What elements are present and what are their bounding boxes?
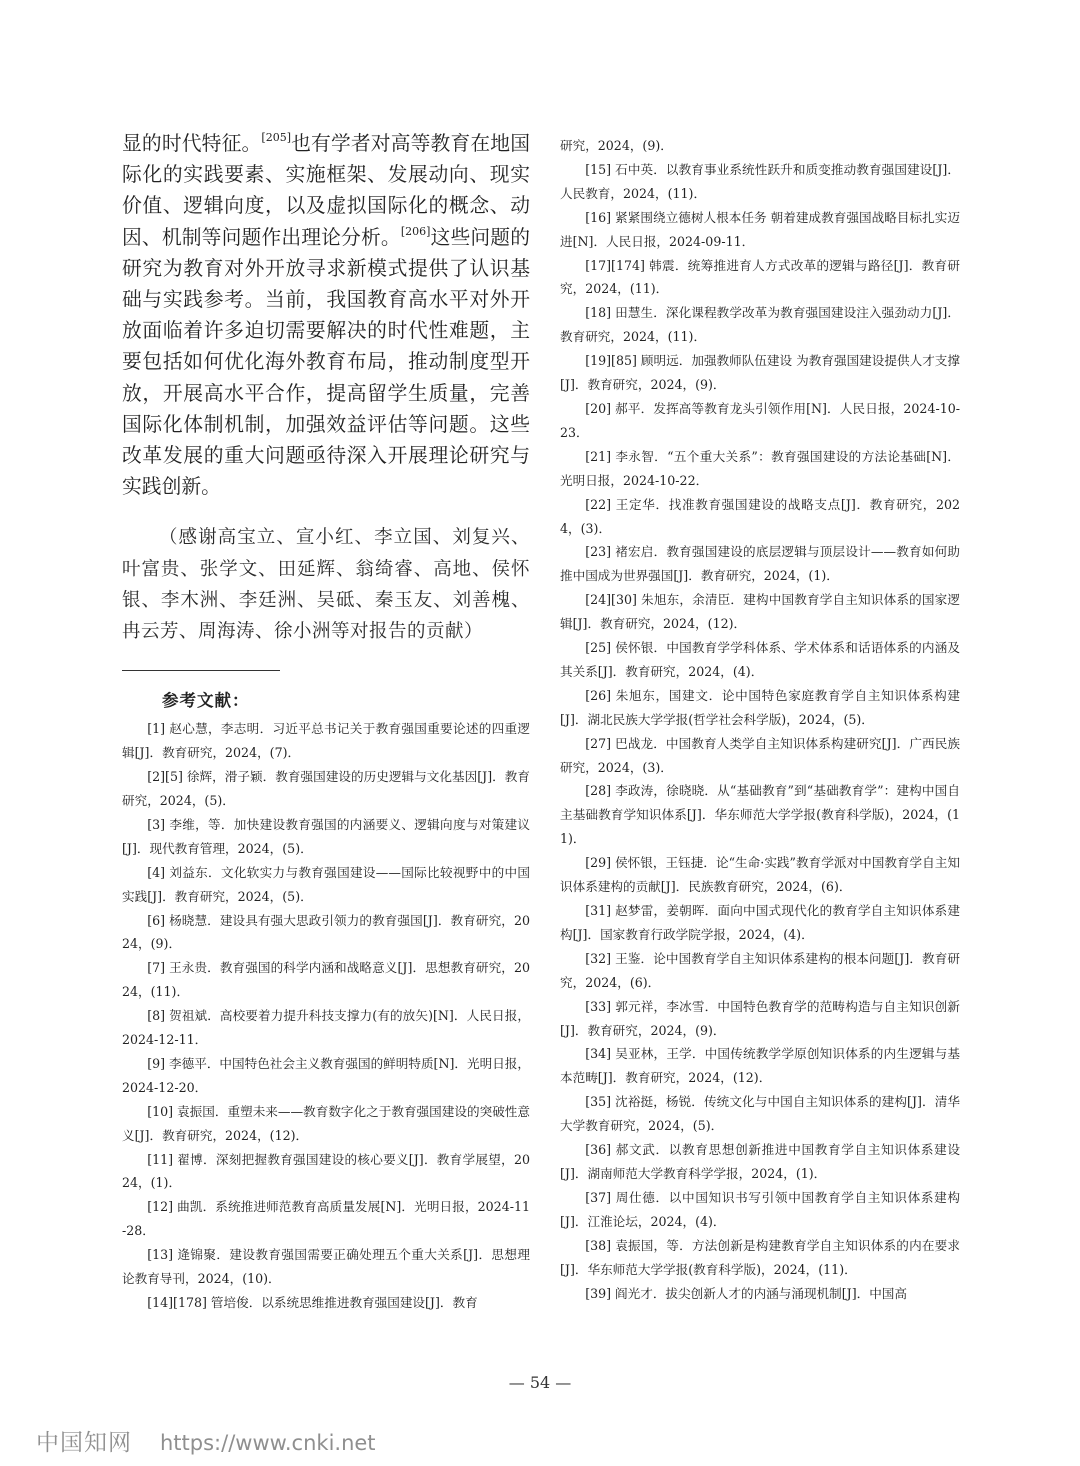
citation-205[interactable]: [205] [261,131,291,145]
reference-item: [26] 朱旭东，国建文．论中国特色家庭教育学自主知识体系构建[J]．湖北民族大学学报(哲学社会科学版)，2024，(5)． [560,687,960,727]
reference-item: [17][174] 韩震．统筹推进育人方式改革的逻辑与路径[J]．教育研究，2024，(11)． [560,257,960,297]
acknowledgement: （感谢高宝立、宣小红、李立国、刘复兴、叶富贵、张学文、田延辉、翁绮睿、高地、侯怀银、李木洲、李廷洲、吴砥、秦玉友、刘善槐、冉云芳、周海涛、徐小洲等对报告的贡献） [122,527,530,643]
reference-item: [23] 褚宏启．教育强国建设的底层逻辑与顶层设计——教育如何助推中国成为世界强国[J]．教育研究，2024，(1)． [560,544,960,584]
reference-item: [15] 石中英．以教育事业系统性跃升和质变推动教育强国建设[J]．人民教育，2024，(11)． [560,161,960,201]
reference-item: [29] 侯怀银，王钰捷．论“生命·实践”教育学派对中国教育学自主知识体系建构的贡献[J]．民族教育研究，2024，(6)． [560,855,960,895]
references-divider [122,670,280,671]
watermark [36,1424,376,1457]
reference-item: [4] 刘益东．文化软实力与教育强国建设——国际比较视野中的中国实践[J]．教育研究，2024，(5)． [122,864,530,904]
reference-item: [14][178] 管培俊．以系统思维推进教育强国建设[J]．教育 [147,1295,478,1310]
reference-item: [21] 李永智．“五个重大关系”：教育强国建设的方法论基础[N]．光明日报，2024-10-22． [560,448,960,488]
reference-item: [28] 李政涛，徐晓晓．从“基础教育”到“基础教育学”：建构中国自主基础教育学知识体系[J]．华东师范大学学报(教育科学版)，2024，(11)． [560,783,960,847]
right-column [560,134,960,1305]
citation-206[interactable]: [206] [400,224,431,238]
reference-item: [2][5] 徐辉，滑子颖．教育强国建设的历史逻辑与文化基因[J]．教育研究，2024，(5)． [122,769,530,808]
watermark-url[interactable]: https://www.cnki.net [160,1431,376,1455]
reference-item: [10] 袁振国．重塑未来——教育数字化之于教育强国建设的突破性意义[J]．教育研究，2024，(12)． [122,1103,530,1143]
references-heading: 参考文献： [162,691,250,711]
reference-item: [39] 阎光才．拔尖创新人才的内涵与涌现机制[J]．中国高 [585,1285,907,1301]
reference-item: [22] 王定华．找准教育强国建设的战略支点[J]．教育研究，2024，(3)． [560,496,960,536]
reference-item: [19][85] 顾明远．加强教师队伍建设 为教育强国建设提供人才支撑[J]．教育研究，2024，(9)． [560,353,960,393]
body-paragraph [122,128,530,502]
left-column [122,128,530,1315]
reference-item: [27] 巴战龙．中国教育人类学自主知识体系构建研究[J]．广西民族研究，2024，(3)． [560,735,960,775]
reference-item: [11] 翟博．深刻把握教育强国建设的核心要义[J]．教育学展望，2024，(1)． [122,1151,530,1191]
reference-item: [12] 曲凯．系统推进师范教育高质量发展[N]．光明日报，2024-11-28． [122,1199,530,1239]
cnki-logo: 中国知网 [36,1430,132,1456]
reference-item: [3] 李维，等．加快建设教育强国的内涵要义、逻辑向度与对策建议[J]．现代教育管理，2024，(5)． [122,816,530,856]
reference-item: [37] 周仕德．以中国知识书写引领中国教育学自主知识体系建构[J]．江淮论坛，2024，(4)． [560,1189,960,1229]
reference-item: [35] 沈裕挺，杨锐．传统文化与中国自主知识体系的建构[J]．清华大学教育研究，2024，(5)． [560,1094,960,1134]
references-list-right [560,134,960,1305]
reference-item: [9] 李德平．中国特色社会主义教育强国的鲜明特质[N]．光明日报，2024-12-20． [122,1055,530,1095]
reference-item: [8] 贺祖斌．高校要着力提升科技支撑力(有的放矢)[N]．人民日报，2024-12-11． [122,1008,530,1048]
page-number: — 54 — [508,1373,572,1392]
reference-item-continued: 研究，2024，(9)． [560,138,673,153]
references-list-left [122,717,530,1315]
body-text-part-3: 这些问题的研究为教育对外开放寻求新模式提供了认识基础与实践参考。当前，我国教育高水平对外开放面临着许多迫切需要解决的时代性难题，主要包括如何优化海外教育布局，推动制度型开放，开展高水平合作，提高留学生质量，完善国际化体制机制，加强效益评估等问题。这些改革发展的重大问题亟待深入开展理论研究与实践创新。 [122,225,530,499]
reference-item: [38] 袁振国，等．方法创新是构建教育学自主知识体系的内在要求[J]．华东师范大学学报(教育科学版)，2024，(11)． [560,1237,960,1277]
reference-item: [6] 杨晓慧．建设具有强大思政引领力的教育强国[J]．教育研究，2024，(9)． [122,912,530,952]
reference-item: [31] 赵梦雷，姜朝晖．面向中国式现代化的教育学自主知识体系建构[J]．国家教育行政学院学报，2024，(4)． [560,903,960,942]
reference-item: [16] 紧紧围绕立德树人根本任务 朝着建成教育强国战略目标扎实迈进[N]．人民日报，2024-09-11． [560,209,960,249]
reference-item: [24][30] 朱旭东，余清臣．建构中国教育学自主知识体系的国家逻辑[J]．教育研究，2024，(12)． [560,592,960,632]
reference-item: [7] 王永贵．教育强国的科学内涵和战略意义[J]．思想教育研究，2024，(11)． [122,960,530,1000]
reference-item: [20] 郝平．发挥高等教育龙头引领作用[N]．人民日报，2024-10-23． [560,400,960,440]
reference-item: [34] 吴亚林，王学．中国传统教学学原创知识体系的内生逻辑与基本范畴[J]．教育研究，2024，(12)． [560,1046,960,1086]
reference-item: [13] 逄锦聚．建设教育强国需要正确处理五个重大关系[J]．思想理论教育导刊，2024，(10)． [122,1247,530,1287]
reference-item: [1] 赵心慧，李志明．习近平总书记关于教育强国重要论述的四重逻辑[J]．教育研究，2024，(7)． [122,721,530,761]
reference-item: [25] 侯怀银．中国教育学学科体系、学术体系和话语体系的内涵及其关系[J]．教育研究，2024，(4)． [560,640,960,679]
reference-item: [36] 郝文武．以教育思想创新推进中国教育学自主知识体系建设[J]．湖南师范大学教育科学学报，2024，(1)． [560,1142,960,1181]
body-text-part-2: 也有学者对高等教育在地国际化的实践要素、实施框架、发展动向、现实价值、逻辑向度，以及虚拟国际化的概念、动因、机制等问题作出理论分析。 [122,132,530,249]
reference-item: [33] 郭元祥，李冰雪．中国特色教育学的范畴构造与自主知识创新[J]．教育研究，2024，(9)． [560,998,960,1038]
reference-item: [32] 王鉴．论中国教育学自主知识体系建构的根本问题[J]．教育研究，2024，(6)． [560,950,960,990]
reference-item: [18] 田慧生．深化课程教学改革为教育强国建设注入强劲动力[J]．教育研究，2024，(11)． [560,305,960,345]
body-text-part-1: 显的时代特征。 [122,132,262,155]
